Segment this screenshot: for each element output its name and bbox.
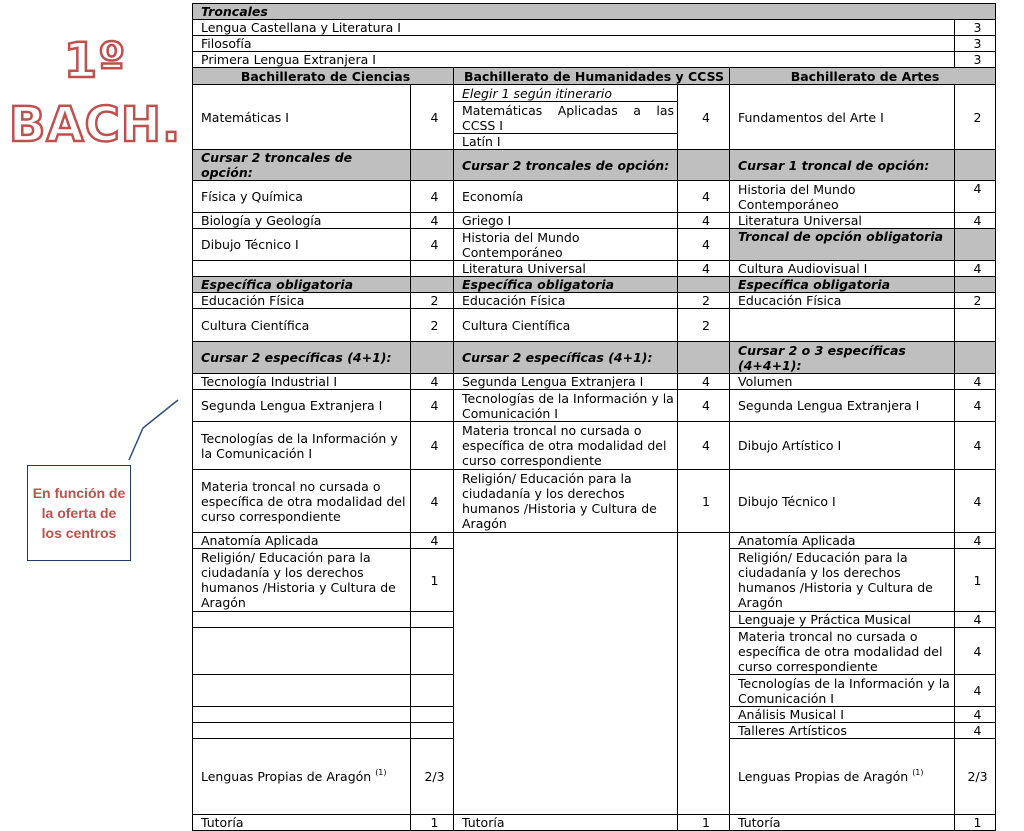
artes-hours: 4 <box>955 707 996 723</box>
ciencias-subject: Materia troncal no cursada o específica de otra modalidad del curso correspondiente <box>193 470 411 533</box>
humanidades-subject <box>730 739 955 815</box>
humanidades-subject: Religión/ Educación para la ciudadanía y los derechos humanos /Historia y Cultura de Aragón <box>454 470 678 533</box>
ciencias-subject: Segunda Lengua Extranjera I <box>193 390 411 422</box>
ciencias-hours: 4 <box>411 85 454 150</box>
artes-hours <box>955 342 996 374</box>
humanidades-subject: Cultura Científica <box>454 309 678 342</box>
ciencias-hours <box>411 261 454 277</box>
artes-hours: 4 <box>955 181 996 213</box>
humanidades-hours: 4 <box>678 213 730 229</box>
artes-hours: 4 <box>955 470 996 533</box>
ciencias-hours: 2/3 <box>411 739 454 815</box>
troncal-name: Primera Lengua Extranjera I <box>193 52 955 68</box>
troncal-value: 3 <box>955 52 996 68</box>
humanidades-hours: 1 <box>678 815 730 831</box>
artes-hours: 4 <box>955 374 996 390</box>
artes-hours: 4 <box>955 213 996 229</box>
troncal-name: Filosofía <box>193 36 955 52</box>
artes-section: Cursar 1 troncal de opción: <box>730 150 955 181</box>
humanidades-subject-label: Lenguas Propias de Aragón <box>738 769 909 784</box>
artes-subject: Anatomía Aplicada <box>730 533 955 549</box>
artes-subject: Cultura Audiovisual I <box>730 261 955 277</box>
humanidades-subject: Historia del Mundo Contemporáneo <box>454 229 678 261</box>
humanidades-section: Específica obligatoria <box>454 277 678 293</box>
artes-section: Específica obligatoria <box>730 277 955 293</box>
humanidades-hours: 4 <box>678 390 730 422</box>
ciencias-hours <box>411 723 454 739</box>
troncales-row <box>193 52 996 68</box>
ciencias-subject <box>193 675 411 707</box>
ciencias-subject: Biología y Geología <box>193 213 411 229</box>
ciencias-hours: 2 <box>411 309 454 342</box>
ciencias-subject-label: Lenguas Propias de Aragón <box>201 769 372 784</box>
humanidades-hours: 2 <box>678 309 730 342</box>
ciencias-hours: 4 <box>411 213 454 229</box>
humanidades-hours <box>678 342 730 374</box>
ciencias-subject <box>193 723 411 739</box>
ciencias-hours: 2 <box>411 293 454 309</box>
artes-hours: 4 <box>955 533 996 549</box>
artes-subject <box>730 309 955 342</box>
table-row <box>193 181 996 213</box>
ciencias-section: Cursar 2 troncales de opción: <box>193 150 411 181</box>
ciencias-hours <box>411 342 454 374</box>
table-row <box>193 815 996 831</box>
artes-subject: Tutoría <box>730 815 955 831</box>
humanidades-empty <box>454 533 678 815</box>
artes-hours: 2 <box>955 293 996 309</box>
troncal-name: Lengua Castellana y Literatura I <box>193 20 955 36</box>
artes-hours: 4 <box>955 422 996 470</box>
ciencias-subject: Tutoría <box>193 815 411 831</box>
artes-subject: Talleres Artísticos <box>730 723 955 739</box>
table-row <box>193 293 996 309</box>
ciencias-hours: 4 <box>411 390 454 422</box>
ciencias-subject: Física y Química <box>193 181 411 213</box>
artes-hours <box>955 277 996 293</box>
artes-subject: Religión/ Educación para la ciudadanía y los derechos humanos /Historia y Cultura de Aragón <box>730 549 955 612</box>
artes-subject: Lenguaje y Práctica Musical <box>730 612 955 628</box>
artes-subject: Segunda Lengua Extranjera I <box>730 390 955 422</box>
humanidades-section: Cursar 2 troncales de opción: <box>454 150 678 181</box>
artes-hours: 4 <box>955 261 996 277</box>
artes-subject: Fundamentos del Arte I <box>730 85 955 150</box>
table-row <box>193 533 996 549</box>
humanidades-hours <box>678 277 730 293</box>
ciencias-subject <box>193 261 411 277</box>
humanidades-hours: 4 <box>678 422 730 470</box>
table-row <box>193 374 996 390</box>
ciencias-subject: Matemáticas I <box>193 85 411 150</box>
footnote-marker: (1) <box>912 768 924 777</box>
humanidades-hours <box>678 533 730 815</box>
humanidades-section: Cursar 2 específicas (4+1): <box>454 342 678 374</box>
ciencias-subject: Cultura Científica <box>193 309 411 342</box>
humanidades-subject: Tecnologías de la Información y la Comunicación I <box>454 390 678 422</box>
ciencias-subject: Tecnologías de la Información y la Comunicación I <box>193 422 411 470</box>
artes-subject: Literatura Universal <box>730 213 955 229</box>
humanidades-subject: Educación Física <box>454 293 678 309</box>
ciencias-hours <box>411 628 454 675</box>
artes-subject: Dibujo Artístico I <box>730 422 955 470</box>
humanidades-option: Latín I <box>454 134 678 150</box>
ciencias-hours <box>411 150 454 181</box>
troncales-header-row <box>193 4 996 20</box>
humanidades-hours <box>678 150 730 181</box>
humanidades-elegir: Elegir 1 según itinerario <box>454 85 678 102</box>
ciencias-hours: 4 <box>411 422 454 470</box>
ciencias-hours: 4 <box>411 374 454 390</box>
table-row <box>193 229 996 261</box>
humanidades-subject: Literatura Universal <box>454 261 678 277</box>
table-row <box>193 470 996 533</box>
artes-subject: Dibujo Técnico I <box>730 470 955 533</box>
humanidades-hours: 4 <box>678 85 730 150</box>
ciencias-section: Específica obligatoria <box>193 277 411 293</box>
ciencias-subject <box>193 707 411 723</box>
humanidades-hours: 4 <box>678 229 730 261</box>
troncales-row <box>193 36 996 52</box>
troncal-value: 3 <box>955 20 996 36</box>
table-row <box>193 342 996 374</box>
ciencias-subject: Educación Física <box>193 293 411 309</box>
artes-subject: Tecnologías de la Información y la Comunicación I <box>730 675 955 707</box>
humanidades-subject: Segunda Lengua Extranjera I <box>454 374 678 390</box>
table-row <box>193 422 996 470</box>
table-row <box>193 213 996 229</box>
troncales-header: Troncales <box>193 4 996 20</box>
humanidades-subject: Materia troncal no cursada o específica de otra modalidad del curso correspondiente <box>454 422 678 470</box>
humanidades-hours: 1 <box>678 470 730 533</box>
ciencias-hours <box>411 277 454 293</box>
ciencias-subject: Tecnología Industrial I <box>193 374 411 390</box>
artes-subject: Materia troncal no cursada o específica de otra modalidad del curso correspondiente <box>730 628 955 675</box>
ciencias-subject: Religión/ Educación para la ciudadanía y los derechos humanos /Historia y Cultura de Aragón <box>193 549 411 612</box>
troncal-value: 3 <box>955 36 996 52</box>
table-row <box>193 85 996 102</box>
callout-box <box>27 465 131 561</box>
ciencias-hours: 1 <box>411 815 454 831</box>
artes-hours: 2 <box>955 85 996 150</box>
humanidades-hours: 4 <box>678 261 730 277</box>
humanidades-subject: Economía <box>454 181 678 213</box>
table-row <box>193 150 996 181</box>
ciencias-subject: Anatomía Aplicada <box>193 533 411 549</box>
artes-hours: 4 <box>955 675 996 707</box>
ciencias-subject: Dibujo Técnico I <box>193 229 411 261</box>
humanidades-option: Matemáticas Aplicadas a las CCSS I <box>454 102 678 134</box>
table-row <box>193 277 996 293</box>
troncales-row <box>193 20 996 36</box>
artes-subject: Historia del Mundo Contemporáneo <box>730 181 955 213</box>
ciencias-hours <box>411 707 454 723</box>
ciencias-hours <box>411 675 454 707</box>
artes-hours <box>955 150 996 181</box>
artes-hours: 4 <box>955 612 996 628</box>
humanidades-subject: Tutoría <box>454 815 678 831</box>
artes-hours: 4 <box>955 628 996 675</box>
table-row <box>193 261 996 277</box>
column-header-humanidades: Bachillerato de Humanidades y CCSS <box>454 68 730 85</box>
humanidades-hours: 2 <box>678 293 730 309</box>
title-line-2: BACH. <box>8 97 182 153</box>
ciencias-hours: 4 <box>411 533 454 549</box>
ciencias-hours: 1 <box>411 549 454 612</box>
artes-section: Cursar 2 o 3 específicas (4+4+1): <box>730 342 955 374</box>
artes-subject: Educación Física <box>730 293 955 309</box>
title-line-1: 1º <box>63 33 127 89</box>
column-header-artes: Bachillerato de Artes <box>730 68 996 85</box>
subjects-table <box>192 3 996 831</box>
footnote-marker: (1) <box>375 768 387 777</box>
ciencias-subject <box>193 628 411 675</box>
ciencias-hours: 4 <box>411 470 454 533</box>
column-headers-row <box>193 68 996 85</box>
artes-section: Troncal de opción obligatoria <box>730 229 955 261</box>
callout-text: En función de la oferta de los centros <box>32 485 126 541</box>
humanidades-subject: Griego I <box>454 213 678 229</box>
table-row <box>193 390 996 422</box>
ciencias-hours: 4 <box>411 229 454 261</box>
column-header-ciencias: Bachillerato de Ciencias <box>193 68 454 85</box>
artes-subject: Análisis Musical I <box>730 707 955 723</box>
artes-hours: 4 <box>955 723 996 739</box>
ciencias-hours: 4 <box>411 181 454 213</box>
artes-hours <box>955 309 996 342</box>
artes-hours <box>955 229 996 261</box>
humanidades-hours: 4 <box>678 374 730 390</box>
ciencias-section: Cursar 2 específicas (4+1): <box>193 342 411 374</box>
artes-subject: Volumen <box>730 374 955 390</box>
ciencias-subject <box>193 612 411 628</box>
artes-hours: 1 <box>955 815 996 831</box>
ciencias-hours <box>411 612 454 628</box>
artes-hours: 1 <box>955 549 996 612</box>
table-row <box>193 309 996 342</box>
artes-hours: 4 <box>955 390 996 422</box>
humanidades-hours: 4 <box>678 181 730 213</box>
humanidades-hours: 2/3 <box>955 739 996 815</box>
ciencias-subject <box>193 739 411 815</box>
